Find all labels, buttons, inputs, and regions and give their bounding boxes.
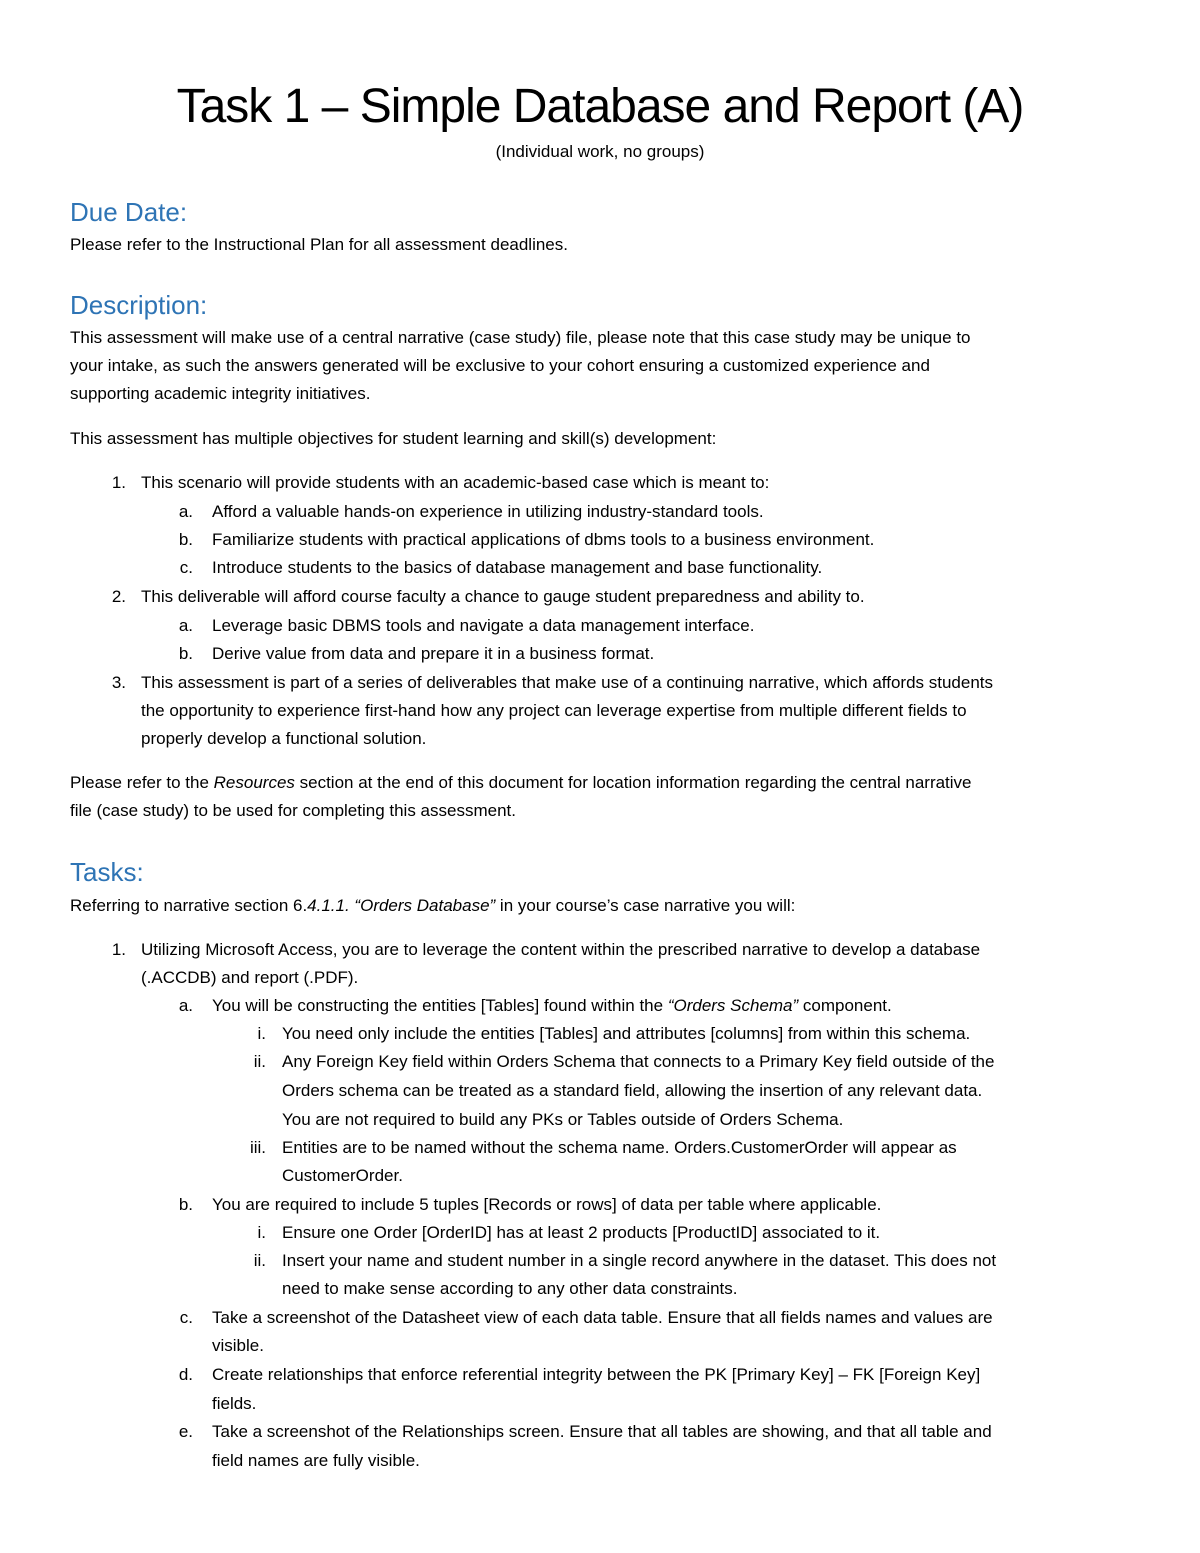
- task-1a-iii-line1: Entities are to be named without the schema name. Orders.CustomerOrder will appear as: [282, 1138, 957, 1157]
- task-1a-iii-line2: CustomerOrder.: [282, 1166, 403, 1185]
- description-heading: Description:: [70, 290, 208, 320]
- list-marker: d.: [178, 1365, 193, 1384]
- list-marker: ii.: [253, 1251, 266, 1270]
- resources-emphasis: Resources: [213, 773, 295, 792]
- objective-3-line1: This assessment is part of a series of deliverables that make use of a continuing narrative, which affords students: [141, 673, 994, 692]
- tasks-heading: Tasks:: [70, 857, 144, 887]
- tasks-intro-emphasis: 4.1.1. “Orders Database”: [307, 896, 496, 915]
- tasks-intro: Referring to narrative section 6.4.1.1. “Orders Database” in your course’s case narrative you will:: [70, 896, 796, 915]
- resources-paragraph-line1: Please refer to the Resources section at the end of this document for location information regarding the central narrative: [70, 773, 972, 792]
- list-marker: b.: [178, 644, 193, 663]
- orders-schema-emphasis: “Orders Schema”: [667, 996, 799, 1015]
- list-marker: 3.: [111, 673, 126, 692]
- task-1a: You will be constructing the entities [Tables] found within the “Orders Schema” component.: [212, 996, 892, 1015]
- document-title: Task 1 – Simple Database and Report (A): [176, 80, 1024, 133]
- task-1c-line2: visible.: [212, 1336, 264, 1355]
- objective-1c: Introduce students to the basics of database management and base functionality.: [212, 558, 823, 577]
- objective-1a: Afford a valuable hands-on experience in utilizing industry-standard tools.: [212, 502, 764, 521]
- list-marker: a.: [178, 996, 193, 1015]
- task-1e-line2: field names are fully visible.: [212, 1451, 420, 1470]
- document-subtitle: (Individual work, no groups): [495, 142, 705, 161]
- task-1a-i: You need only include the entities [Tables] and attributes [columns] from within this schema.: [282, 1024, 971, 1043]
- due-date-heading: Due Date:: [70, 197, 188, 227]
- list-marker: i.: [257, 1223, 266, 1242]
- task-1b-ii-line1: Insert your name and student number in a single record anywhere in the dataset. This does not: [282, 1251, 997, 1270]
- task-1b: You are required to include 5 tuples [Records or rows] of data per table where applicable.: [212, 1195, 882, 1214]
- description-para2: This assessment has multiple objectives for student learning and skill(s) development:: [70, 429, 717, 448]
- description-para1-line3: supporting academic integrity initiatives.: [70, 384, 371, 403]
- list-marker: e.: [178, 1422, 193, 1441]
- task-1a-ii-line1: Any Foreign Key field within Orders Schema that connects to a Primary Key field outside of the: [282, 1052, 995, 1071]
- list-marker: a.: [178, 616, 193, 635]
- task-1b-i: Ensure one Order [OrderID] has at least 2 products [ProductID] associated to it.: [282, 1223, 881, 1242]
- objective-3-line3: properly develop a functional solution.: [141, 729, 427, 748]
- task-1d-line2: fields.: [212, 1394, 257, 1413]
- objective-2a: Leverage basic DBMS tools and navigate a data management interface.: [212, 616, 755, 635]
- list-marker: 1.: [111, 473, 126, 492]
- task-1d-line1: Create relationships that enforce referential integrity between the PK [Primary Key] – FK [Foreign Key]: [212, 1365, 981, 1384]
- task-1-line2: (.ACCDB) and report (.PDF).: [141, 968, 359, 987]
- objective-1: This scenario will provide students with an academic-based case which is meant to:: [141, 473, 770, 492]
- objective-2b: Derive value from data and prepare it in a business format.: [212, 644, 655, 663]
- resources-paragraph-line2: file (case study) to be used for completing this assessment.: [70, 801, 516, 820]
- list-marker: 1.: [111, 940, 126, 959]
- task-1-line1: Utilizing Microsoft Access, you are to leverage the content within the prescribed narrative to develop a database: [141, 940, 981, 959]
- list-marker: c.: [179, 1308, 193, 1327]
- task-1e-line1: Take a screenshot of the Relationships screen. Ensure that all tables are showing, and that all table and: [212, 1422, 992, 1441]
- list-marker: 2.: [111, 587, 126, 606]
- list-marker: iii.: [249, 1138, 266, 1157]
- objective-3-line2: the opportunity to experience first-hand how any project can leverage expertise from multiple different fields to: [141, 701, 967, 720]
- list-marker: ii.: [253, 1052, 266, 1071]
- list-marker: b.: [178, 530, 193, 549]
- description-para1-line2: your intake, as such the answers generated will be exclusive to your cohort ensuring a customized experience and: [70, 356, 930, 375]
- task-1c-line1: Take a screenshot of the Datasheet view of each data table. Ensure that all fields names and values are: [212, 1308, 993, 1327]
- task-1a-ii-line2: Orders schema can be treated as a standard field, allowing the insertion of any relevant data.: [282, 1081, 983, 1100]
- list-marker: i.: [257, 1024, 266, 1043]
- task-1b-ii-line2: need to make sense according to any other data constraints.: [282, 1279, 738, 1298]
- task-1a-ii-line3: You are not required to build any PKs or Tables outside of Orders Schema.: [282, 1110, 844, 1129]
- description-para1-line1: This assessment will make use of a central narrative (case study) file, please note that this case study may be unique to: [70, 328, 971, 347]
- list-marker: a.: [178, 502, 193, 521]
- objective-2: This deliverable will afford course faculty a chance to gauge student preparedness and ability to.: [141, 587, 865, 606]
- objective-1b: Familiarize students with practical applications of dbms tools to a business environment.: [212, 530, 875, 549]
- list-marker: b.: [178, 1195, 193, 1214]
- due-date-text: Please refer to the Instructional Plan for all assessment deadlines.: [70, 235, 568, 254]
- list-marker: c.: [179, 558, 193, 577]
